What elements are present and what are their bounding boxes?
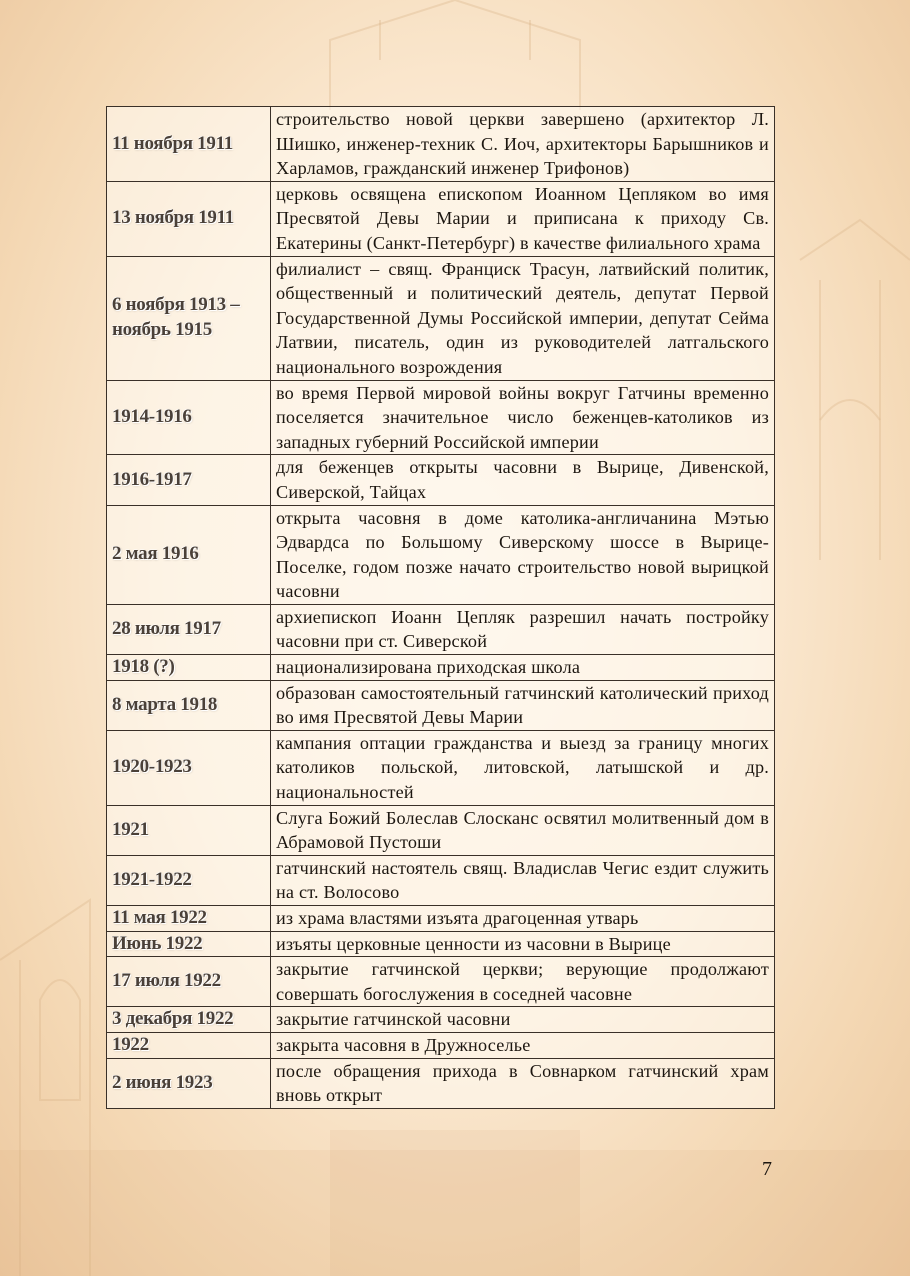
table-row: [107, 805, 775, 855]
row-date: 11 мая 1922: [107, 906, 271, 932]
row-event: филиалист – свящ. Франциск Трасун, латвийский политик, общественный и политический деятель, депутат Первой Государственной Думы Российской империи, депутат Сейма Латвии, писатель, один из руководителей латгальского национального возрождения: [271, 256, 775, 380]
row-event: после обращения прихода в Совнарком гатчинский храм вновь открыт: [271, 1058, 775, 1108]
row-date: Июнь 1922: [107, 931, 271, 957]
table-row: [107, 1058, 775, 1108]
row-date: 8 марта 1918: [107, 680, 271, 730]
table-row: [107, 906, 775, 932]
row-date: 1921: [107, 805, 271, 855]
row-date: 1918 (?): [107, 655, 271, 681]
row-event: изъяты церковные ценности из часовни в Вырице: [271, 931, 775, 957]
table-row: [107, 380, 775, 455]
row-date: 1920-1923: [107, 730, 271, 805]
table-row: [107, 680, 775, 730]
row-date: 11 ноября 1911: [107, 107, 271, 182]
table-row: [107, 604, 775, 654]
row-date: 3 декабря 1922: [107, 1007, 271, 1033]
row-date: 1916-1917: [107, 455, 271, 505]
table-row: [107, 505, 775, 604]
row-event: закрыта часовня в Дружноселье: [271, 1032, 775, 1058]
row-event: из храма властями изъята драгоценная утварь: [271, 906, 775, 932]
table-row: [107, 957, 775, 1007]
table-row: [107, 1032, 775, 1058]
row-event: образован самостоятельный гатчинский католический приход во имя Пресвятой Девы Марии: [271, 680, 775, 730]
row-event: кампания оптации гражданства и выезд за границу многих католиков польской, литовской, латышской и др. национальностей: [271, 730, 775, 805]
row-event: Слуга Божий Болеслав Слосканс освятил молитвенный дом в Абрамовой Пустоши: [271, 805, 775, 855]
row-date: 13 ноября 1911: [107, 181, 271, 256]
row-date: 1921-1922: [107, 855, 271, 905]
row-event: для беженцев открыты часовни в Вырице, Дивенской, Сиверской, Тайцах: [271, 455, 775, 505]
row-event: архиепископ Иоанн Цепляк разрешил начать постройку часовни при ст. Сиверской: [271, 604, 775, 654]
table-row: [107, 256, 775, 380]
row-date: 1922: [107, 1032, 271, 1058]
row-event: открыта часовня в доме католика-англичанина Мэтью Эдвардса по Большому Сиверскому шоссе в Вырице-Поселке, годом позже начато строительство новой вырицкой часовни: [271, 505, 775, 604]
row-event: церковь освящена епископом Иоанном Цепляком во имя Пресвятой Девы Марии и приписана к приходу Св. Екатерины (Санкт-Петербург) в качестве филиального храма: [271, 181, 775, 256]
table-row: [107, 181, 775, 256]
row-date: 2 мая 1916: [107, 505, 271, 604]
row-event: строительство новой церкви завершено (архитектор Л. Шишко, инженер-техник С. Иоч, архитекторы Барышников и Харламов, гражданский инженер Трифонов): [271, 107, 775, 182]
table-row: [107, 1007, 775, 1033]
page-number: 7: [762, 1158, 772, 1180]
row-date: 6 ноября 1913 – ноябрь 1915: [107, 256, 271, 380]
table-row: [107, 730, 775, 805]
row-date: 1914-1916: [107, 380, 271, 455]
row-date: 28 июля 1917: [107, 604, 271, 654]
table-row: [107, 455, 775, 505]
chronology-table: [106, 106, 775, 1109]
row-event: закрытие гатчинской церкви; верующие продолжают совершать богослужения в соседней часовне: [271, 957, 775, 1007]
table-row: [107, 855, 775, 905]
row-date: 2 июня 1923: [107, 1058, 271, 1108]
table-row: [107, 107, 775, 182]
row-date: 17 июля 1922: [107, 957, 271, 1007]
table-row: [107, 655, 775, 681]
table-row: [107, 931, 775, 957]
row-event: во время Первой мировой войны вокруг Гатчины временно поселяется значительное число беженцев-католиков из западных губерний Российской империи: [271, 380, 775, 455]
row-event: гатчинский настоятель свящ. Владислав Чегис ездит служить на ст. Волосово: [271, 855, 775, 905]
row-event: национализирована приходская школа: [271, 655, 775, 681]
row-event: закрытие гатчинской часовни: [271, 1007, 775, 1033]
